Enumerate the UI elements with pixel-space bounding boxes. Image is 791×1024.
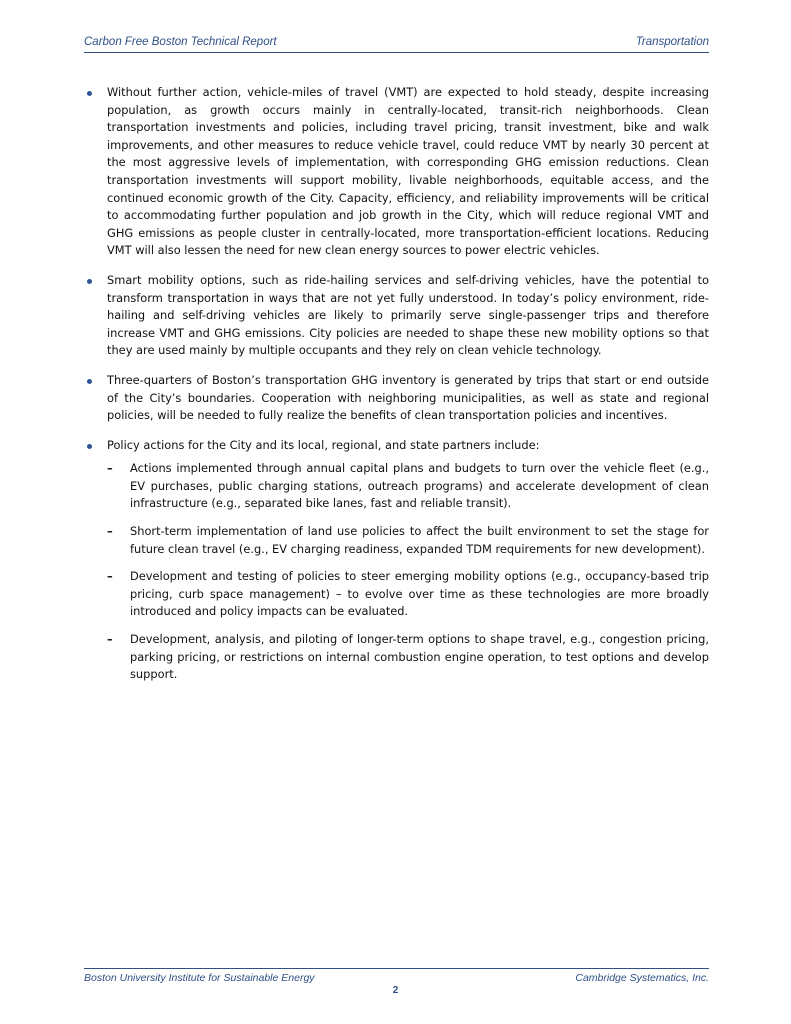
policy-actions-list [107,460,709,684]
sub-list-item [107,523,709,558]
footer-divider [84,968,709,969]
page-header [84,36,709,48]
bullet-icon [87,379,92,384]
section-title: Transportation [635,36,709,48]
bullet-icon [87,444,92,449]
document-body [84,84,709,696]
bullet-icon [87,279,92,284]
bullet-text: Policy actions for the City and its local, regional, and state partners include: [107,437,540,452]
page-footer [84,972,709,984]
dash-icon: – [107,632,113,647]
bullet-item [84,372,709,425]
sub-list-item [107,460,709,513]
bullet-text: Smart mobility options, such as ride-hailing services and self-driving vehicles, have the potential to transform transportation in ways that are not yet fully understood. In today’s policy environment, ride-hailing and self-driving vehicles are likely to primarily serve single-passenger trips and therefore increase VMT and GHG emissions. City policies are needed to shape these new mobility options so that they are used mainly by multiple occupants and they rely on clean vehicle technology. [107,272,709,358]
report-title: Carbon Free Boston Technical Report [84,36,277,48]
sub-list-item [107,631,709,684]
footer-institution: Boston University Institute for Sustainable Energy [84,972,315,984]
footer-company: Cambridge Systematics, Inc. [575,972,709,984]
sub-list-item [107,568,709,621]
bullet-text: Without further action, vehicle-miles of travel (VMT) are expected to hold steady, despite increasing population, as growth occurs mainly in centrally-located, transit-rich neighborhoods. Clean transportation investments and policies, including travel pricing, transit investment, bike and walk improvements, and other measures to reduce vehicle travel, could reduce VMT by nearly 30 percent at the most aggressive levels of implementation, with corresponding GHG emission reductions. Clean transportation investments will support mobility, livable neighborhoods, equitable access, and the continued economic growth of the City. Capacity, efficiency, and reliability improvements will be critical to accommodating further population and job growth in the City, which will reduce regional VMT and GHG emissions as people cluster in centrally-located, more transportation-efficient locations. Reducing VMT will also lessen the need for new clean energy sources to power electric vehicles. [107,85,709,258]
bullet-icon [87,91,92,96]
dash-icon: – [107,569,113,584]
bullet-item [84,272,709,360]
dash-icon: – [107,524,113,539]
dash-icon: – [107,461,113,476]
sub-item-text: Actions implemented through annual capital plans and budgets to turn over the vehicle fleet (e.g., EV purchases, public charging stations, outreach programs) and accelerate development of clean infrastructure (e.g., separated bike lanes, fast and reliable transit). [130,461,709,511]
page-number: 2 [392,985,399,996]
header-divider [84,52,709,53]
bullet-item [84,84,709,260]
sub-item-text: Development, analysis, and piloting of longer-term options to shape travel, e.g., congestion pricing, parking pricing, or restrictions on internal combustion engine operation, to test options and develop support. [130,632,709,682]
bullet-text: Three-quarters of Boston’s transportation GHG inventory is generated by trips that start or end outside of the City’s boundaries. Cooperation with neighboring municipalities, as well as state and regional policies, will be needed to fully realize the benefits of clean transportation policies and incentives. [107,372,709,423]
sub-item-text: Development and testing of policies to steer emerging mobility options (e.g., occupancy-based trip pricing, curb space management) – to evolve over time as these technologies are more broadly introduced and policy impacts can be evaluated. [130,569,709,619]
sub-item-text: Short-term implementation of land use policies to affect the built environment to set the stage for future clean travel (e.g., EV charging readiness, expanded TDM requirements for new development). [130,524,709,556]
bullet-item [84,437,709,684]
